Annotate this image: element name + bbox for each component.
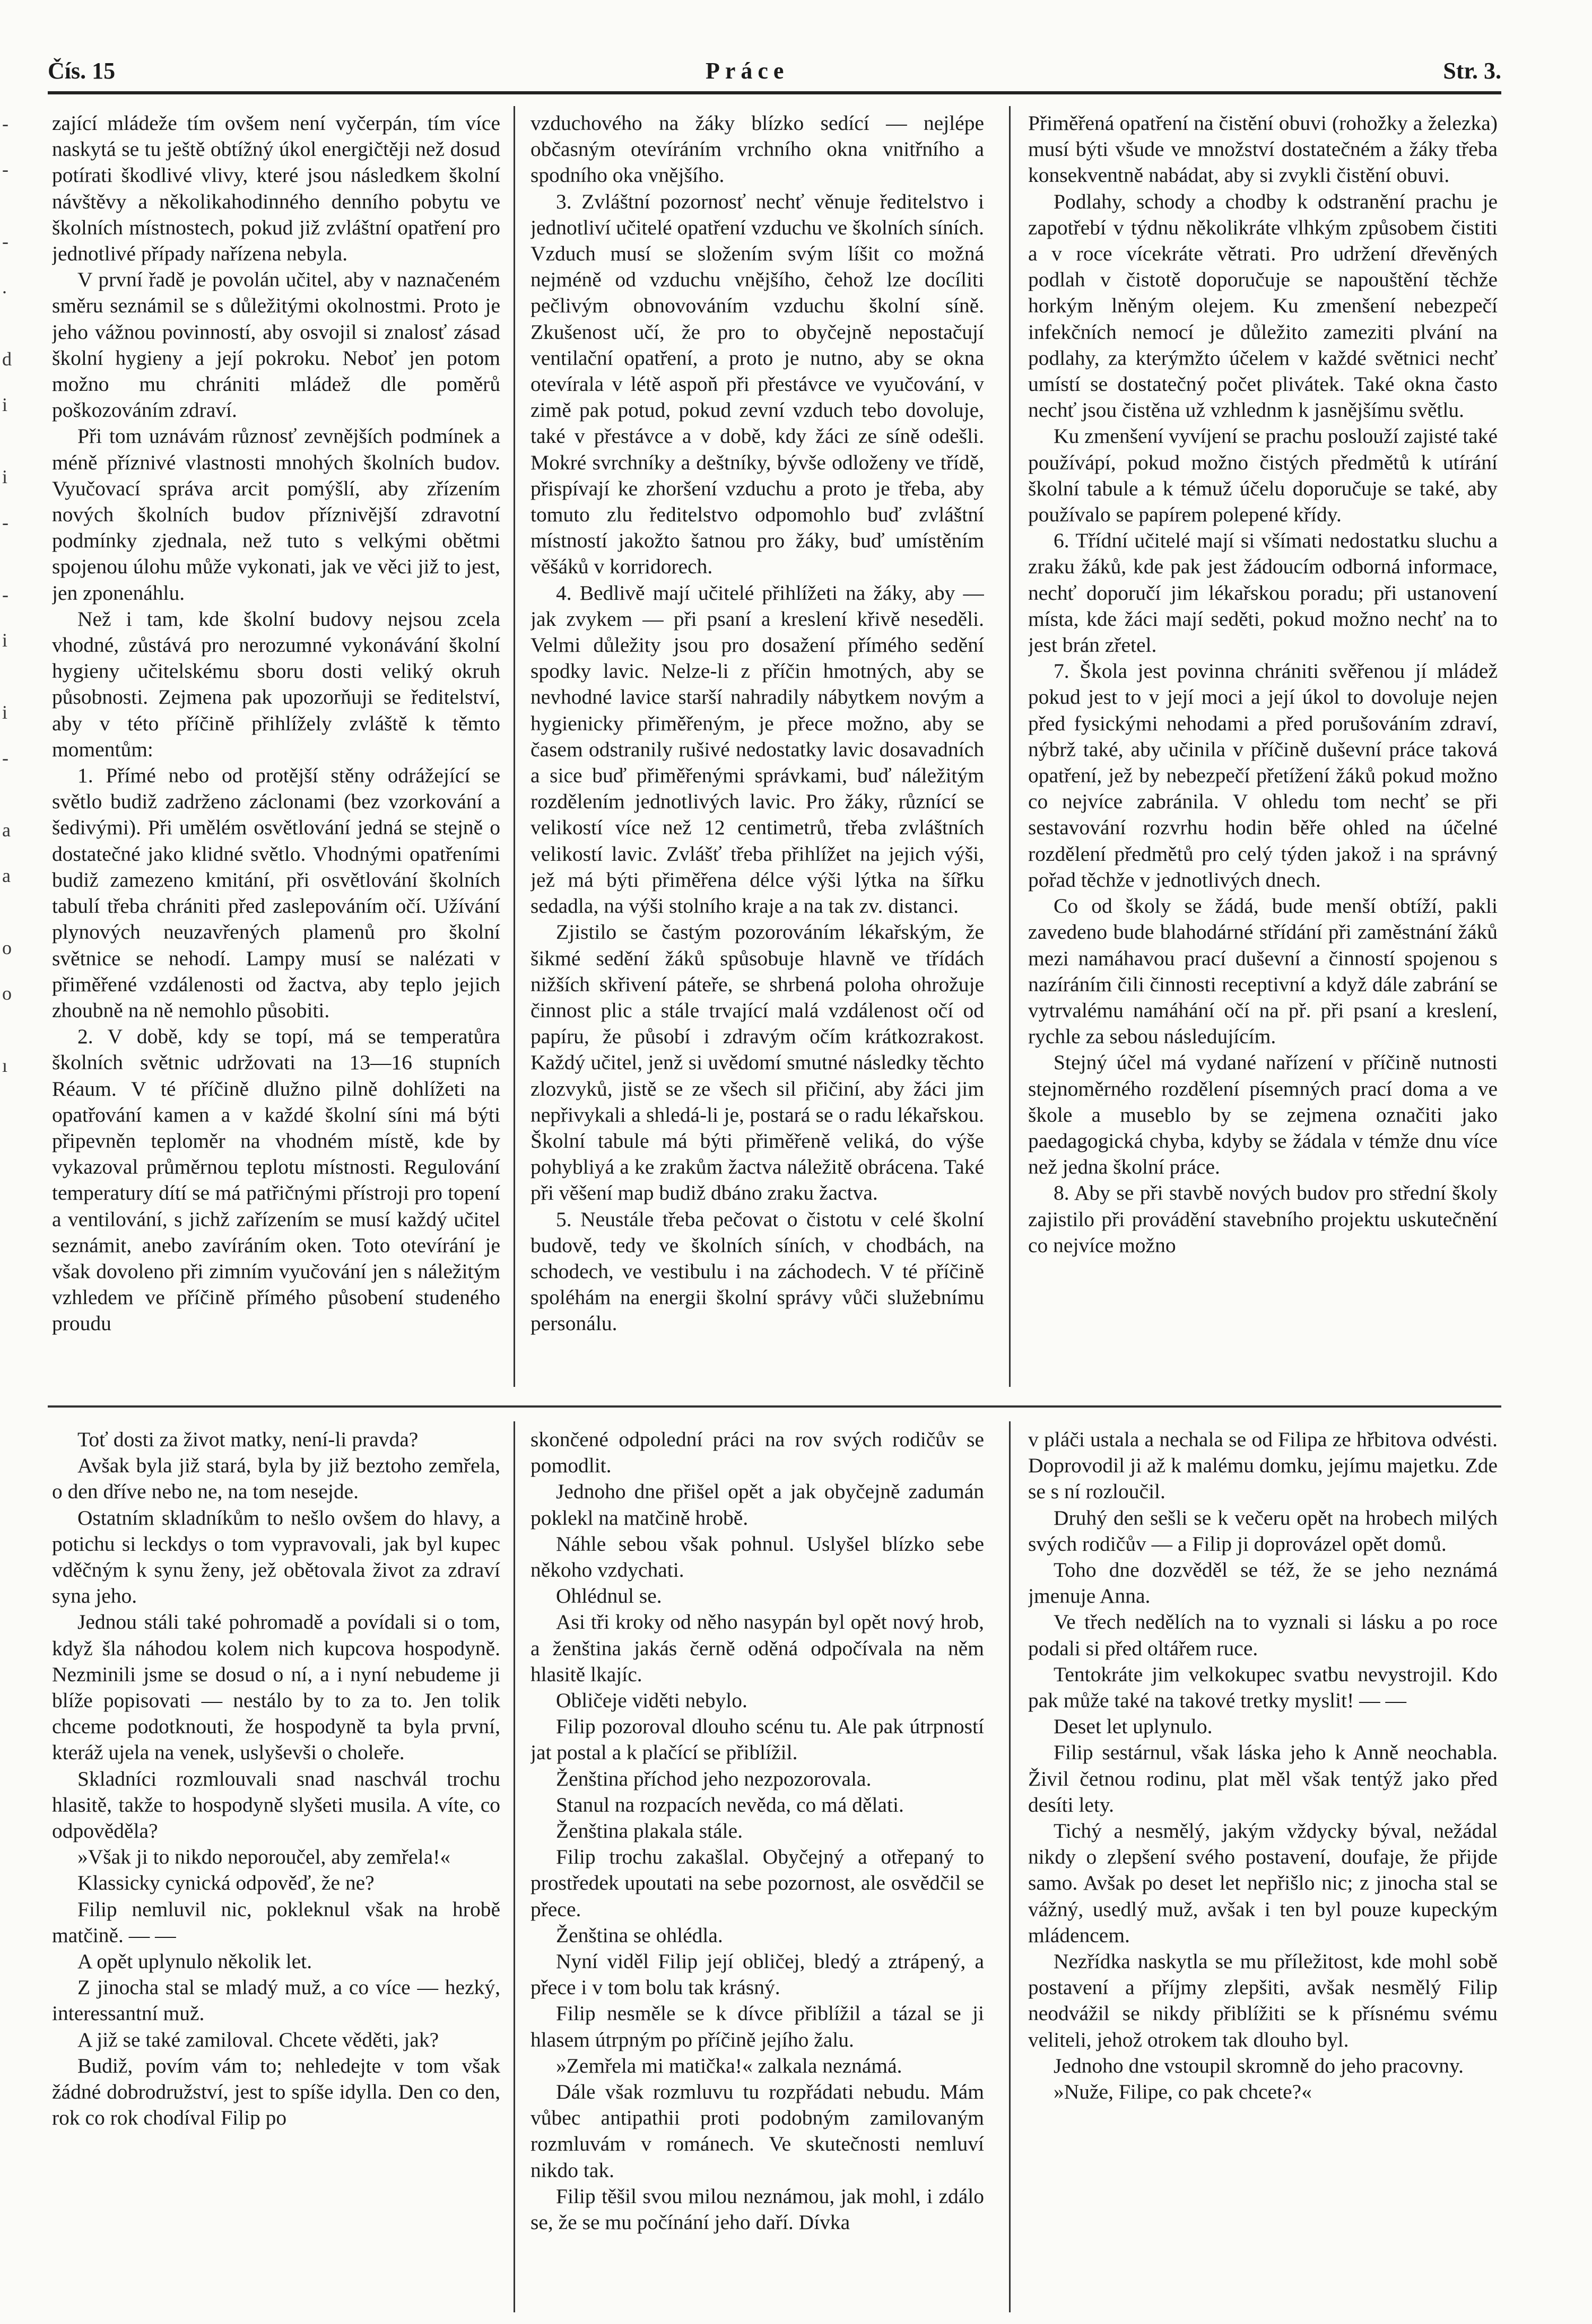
paragraph: Avšak byla již stará, byla by již beztoho zemřela, o den dříve nebo ne, na tom nesejde.: [52, 1454, 500, 1504]
paragraph: Jednoho dne přišel opět a jak obyčejně zadumán poklekl na matčině hrobě.: [530, 1480, 984, 1530]
paragraph: Přiměřená opatření na čistění obuvi (rohožky a železka) musí býti všude ve množství dostatečném a žáky třeba konsekventně nabádat, aby si zvykli čistění obuvi.: [1028, 111, 1498, 187]
paragraph: Než i tam, kde školní budovy nejsou zcela vhodné, zůstává pro nerozumné vykonávání školní hygieny učitelskému sboru dosti veliký okruh působnosti. Zejmena pak upozorňuji se ředitelství, aby v této příčině přihlížely zvláště k těmto momentům:: [52, 607, 500, 761]
paragraph: Nezřídka naskytla se mu příležitost, kde mohl sobě postavení a příjmy zlepšiti, avšak nesmělý Filip neodvážil se nikdy přiblížiti se k přísnému svému veliteli, jehož otrokem tak dlouho byl.: [1028, 1950, 1498, 2051]
paragraph: Ku zmenšení vyvíjení se prachu poslouží zajisté také používápí, pokud možno čistých předmětů k utírání školní tabule a k témuž účelu doporučuje se také, aby používalo se papírem polepené křídy.: [1028, 424, 1498, 527]
paragraph: Z jinocha stal se mladý muž, a co více — hezký, interessantní muž.: [52, 1976, 500, 2025]
paragraph: zající mládeže tím ovšem není vyčerpán, tím více naskytá se tu ještě obtížný úkol energičtěji než dosud potírati škodlivé vlivy, které jsou následkem školní návštěvy a několikahodinného denního pobytu ve školních místnostech, pokud již zvláštní opatření pro jednotlivé případy nařízena nebyla.: [52, 111, 500, 266]
margin-mark: i: [2, 466, 8, 487]
paragraph: Stanul na rozpacích nevěda, co má dělati.: [556, 1793, 904, 1816]
margin-mark: i: [2, 630, 8, 651]
paragraph: Toť dosti za život matky, není-li pravda?: [77, 1428, 419, 1451]
column-divider: [1009, 1421, 1011, 2312]
paragraph: Při tom uznávám různosť zevnějších podmínek a méně příznivé vlastnosti mnohých školních budov. Vyučovací správa arcit pomýšlí, aby zřízením nových školních budov příznivější zdravotní podmínky zjednala, než tuto s velkými obětmi spojenou úlohu může vykonati, jak ve věci již to jest, jen zponenáhlu.: [52, 424, 500, 605]
paragraph: V první řadě je povolán učitel, aby v naznačeném směru seznámil se s důležitými okolnostmi. Proto je jeho vážnou povinností, aby osvojil si znalosť zásad školní hygieny a její pokroku. Neboť jen potom možno mu chrániti mládež dle poměrů poškozováním zdraví.: [52, 268, 500, 422]
paragraph: 1. Přímé nebo od protější stěny odrážející se světlo budiž zadrženo záclonami (bez vzorkování a šedivými). Při umělém osvětlování jedná se stejně o dostatečné jako klidné světlo. Vhodnými opatřeními budiž zamezeno kmitání, při osvětlování školních tabulí třeba chrániti před zaslepováním očí. Užívání plynových neuzavřených plamenů pro školní světnice se nehodí. Lampy musí se nalézati v přiměřené vzdálenosti od žactva, aby teplo jejich zhoubně na ně nemohlo působiti.: [52, 764, 500, 1022]
margin-mark: ı: [2, 1055, 8, 1076]
paragraph: 6. Třídní učitelé mají si všímati nedostatku sluchu a zraku žáků, kde pak jest žádoucím odborná informace, nechť doporučí jim lékařskou poradu; při ustanovení místa, kde žáci mají seděti, pokud možno nechť na to jest brán zřetel.: [1028, 529, 1498, 657]
paragraph: Stejný účel má vydané nařízení v příčině nutnosti stejnoměrného rozdělení písemných prací doma a ve škole a museblo by se zejmena označiti jako paedagogická chyba, kdyby se žádala v témže dnu více než jedna školní práce.: [1028, 1051, 1498, 1179]
margin-mark: -: [2, 231, 8, 252]
paragraph: Deset let uplynulo.: [1054, 1715, 1213, 1738]
issue-number: Čís. 15: [48, 58, 116, 84]
paragraph: Podlahy, schody a chodby k odstranění prachu je zapotřebí v týdnu několikráte vlhkým způsobem čistiti a v roce vícekráte větrati. Pro udržení dřevěných podlah v čistotě doporučuje se napouštění těchže horkým lněným olejem. Ku zmenšení nebezpečí infekčních nemocí je důležito zameziti plvání na podlahy, za kterýmžto účelem v každé světnici nechť umístí se dostatečný počet plivátek. Také okna často nechť jsou čistěna už vzhlednm k jasnějšímu světlu.: [1028, 189, 1498, 422]
paragraph: Skladníci rozmlouvali snad naschvál trochu hlasitě, takže to hospodyně slyšeti musila. A víte, co odpověděla?: [52, 1767, 500, 1843]
paragraph: Nyní viděl Filip její obličej, bledý a ztrápený, a přece i v tom bolu tak krásný.: [530, 1950, 984, 1999]
paragraph: A již se také zamiloval. Chcete věděti, jak?: [77, 2028, 439, 2051]
paragraph: Budiž, povím vám to; nehledejte v tom však žádné dobrodružství, jest to spíše idylla. Den co den, rok co rok chodíval Filip po: [52, 2054, 500, 2130]
margin-mark: d: [2, 348, 12, 370]
margin-mark: -: [2, 747, 8, 768]
paragraph: Tentokráte jim velkokupec svatbu nevystrojil. Kdo pak může také na takové tretky myslit! — —: [1028, 1662, 1498, 1713]
paragraph: Ženština příchod jeho nezpozorovala.: [556, 1767, 872, 1790]
left-margin-marks: [2, 111, 14, 1099]
margin-mark: -: [2, 584, 8, 605]
page-header: [48, 57, 1501, 94]
article-column-2: [530, 110, 984, 1388]
section-divider: [48, 1405, 1501, 1408]
margin-mark: a: [2, 819, 11, 841]
margin-mark: -: [2, 512, 8, 533]
story-column-1: [52, 1427, 500, 2312]
margin-mark: i: [2, 702, 8, 723]
article-column-1: [52, 110, 500, 1388]
paragraph: Asi tři kroky od něho nasypán byl opět nový hrob, a ženština jakás černě oděná odpočívala na něm hlasitě lkajíc.: [530, 1610, 984, 1686]
paragraph: 5. Neustále třeba pečovat o čistotu v celé školní budově, tedy ve školních síních, v chodbách, na schodech, ve vestibulu i na záchodech. V té příčině spoléhám na energii školní správy vůči služebnímu personálu.: [530, 1207, 984, 1335]
paragraph: vzduchového na žáky blízko sedící — nejlépe občasným otevíráním vrchního okna vnitřního a spodního oka vnějšího.: [530, 111, 984, 187]
paragraph: 2. V době, kdy se topí, má se temperatůra školních světnic udržovati na 13—16 stupních Réaum. V té příčině dlužno pilně dohlížeti na opatřování kamen a v každé školní síni má býti připevněn teploměr na vhodném místě, kde by vykazoval průměrnou teplotu místnosti. Regulování temperatury dítí se má patřičnými přístroji pro topení a ventilování, s jichž zařízením se musí každý učitel seznámit, anebo zavíráním oken. Toto otevírání je však dovoleno při zimním vyučování jen s náležitým vzhledem ve příčině přímého působení studeného proudu: [52, 1025, 500, 1335]
paragraph: 4. Bedlivě mají učitelé přihlížeti na žáky, aby — jak zvykem — při psaní a kreslení křivě neseděli. Velmi důležity jsou pro dosažení přímého sedění spodky lavic. Nelze-li z příčin hmotných, aby se nevhodné lavice starší nahradily nábytkem novým a hygienicky přiměřeným, je přece možno, aby se časem odstranily rušivé nedostatky lavic dosavadních a sice buď přiměřenými správkami, buď náležitým rozdělením jednotlivých lavic. Pro žáky, různící se velikostí více než 12 centimetrů, třeba zvláštních velikostí lavic. Zvlášť třeba přihlížet na jejich výši, jež má býti přiměřena délce výši lýtka na šířku sedadla, na výši stolního kraje a na tak zv. distanci.: [530, 581, 984, 918]
paragraph: Filip těšil svou milou neznámou, jak mohl, i zdálo se, že se mu počínání jeho daří. Dívka: [530, 2184, 984, 2234]
paragraph: Ve třech nedělích na to vyznali si lásku a po roce podali si před oltářem ruce.: [1028, 1610, 1498, 1660]
paragraph: Filip nemluvil nic, pokleknul však na hrobě matčině. — —: [52, 1897, 500, 1947]
paragraph: Ostatním skladníkům to nešlo ovšem do hlavy, a potichu si leckdys o tom vypravovali, jak byl kupec vděčným k synu ženy, jež obětovala život za zdraví syna jeho.: [52, 1506, 500, 1608]
column-divider: [1009, 106, 1011, 1387]
paragraph: Náhle sebou však pohnul. Uslyšel blízko sebe někoho vzdychati.: [530, 1532, 984, 1582]
masthead-title: Práce: [706, 58, 789, 84]
margin-mark: o: [2, 983, 12, 1004]
column-divider: [514, 1421, 515, 2312]
margin-mark: -: [2, 113, 8, 134]
column-divider: [514, 106, 515, 1387]
paragraph: Jednou stáli také pohromadě a povídali si o tom, když šla náhodou kolem nich kupcova hospodyně. Nezminili jsme se dosud o ní, a i nyní nebudeme ji blíže popisovati — nestálo by to za to. Jen tolik chceme podotknouti, že hospodyně ta byla první, kteráž ujela na venek, uslyševši o choleře.: [52, 1610, 500, 1764]
paragraph: Ohlédnul se.: [556, 1584, 662, 1608]
page-number: Str. 3.: [1443, 58, 1501, 84]
paragraph: Zjistilo se častým pozorováním lékařským, že šikmé sedění žáků spůsobuje hlavně ve třídách nižších skřivení páteře, se shrbená poloha ohrožuje činnost plic a stále trvající malá vzdálenost očí od papíru, že působí i zdravým očím krátkozrakost. Každý učitel, jenž si uvědomí smutné následky těchto zlozvyků, jistě se ze všech sil přičiní, aby žáci jim nepřivykali a shledá-li je, postará se o radu lékařskou. Školní tabule má býti přiměřeně veliká, do výše pohybliyá a ke zrakům žactva náležitě obrácena. Také při věšení map budiž dbáno zraku žactva.: [530, 920, 984, 1205]
margin-mark: a: [2, 865, 11, 886]
paragraph: 3. Zvláštní pozornosť nechť věnuje ředitelstvo i jednotliví učitelé opatření vzduchu ve školních síních. Vzduch musí se složením svým líšit co možná nejméně od vzduchu vnějšího, čehož lze docíliti pečlivým obnovováním vzduchu školní síně. Zkušenost učí, že pro to obyčejně nepostačují ventilační opatření, a proto je nutno, aby se okna otevírala v létě aspoň při přestávce ve vyučování, v zimě pak potud, pokud zevní vzduch tebo dovoluje, také v přestávce a v době, kdy žáci ze síně odešli. Mokré svrchníky a deštníky, bývše odloženy ve třídě, přispívají ke zhoršení vzduchu a proto je třeba, aby tomuto zlu ředitelstvo odpomohlo buď zvláštní místností jakožto šatnou pro žáky, buď umístěním věšáků v korridorech.: [530, 189, 984, 579]
story-column-2: [530, 1427, 984, 2312]
paragraph: Ženština se ohlédla.: [556, 1923, 723, 1947]
margin-mark: i: [2, 394, 8, 415]
article-column-3: [1028, 110, 1498, 1388]
paragraph: »Však ji to nikdo neporoučel, aby zemřela!«: [77, 1845, 451, 1869]
paragraph: Dále však rozmluvu tu rozpřádati nebudu. Mám vůbec antipathii proti podobným zamilovaným rozmluvám v románech. Ve skutečnosti nemluví nikdo tak.: [530, 2080, 984, 2182]
paragraph: Filip sestárnul, však láska jeho k Anně neochabla. Živil četnou rodinu, plat měl však tentýž jako před desíti lety.: [1028, 1741, 1498, 1816]
header-rule: [48, 91, 1501, 94]
paragraph: Tichý a nesmělý, jakým vždycky býval, nežádal nikdy o zlepšení svého postavení, doufaje, že přijde samo. Avšak po deset let nepřišlo nic; z jinocha stal se vážný, usedlý muž, avšak i ten byl pouze kupeckým mládencem.: [1028, 1819, 1498, 1947]
paragraph: v pláči ustala a nechala se od Filipa ze hřbitova odvésti. Doprovodil ji až k malému domku, jejímu majetku. Zde se s ní rozloučil.: [1028, 1428, 1498, 1504]
paragraph: Druhý den sešli se k večeru opět na hrobech milých svých rodičův — a Filip ji doprovázel opět domů.: [1028, 1506, 1498, 1556]
paragraph: 8. Aby se při stavbě nových budov pro střední školy zajistilo při provádění stavebního projektu uskutečnění co nejvíce možno: [1028, 1181, 1498, 1257]
paragraph: Filip nesměle se k dívce přiblížil a tázal se ji hlasem útrpným po příčině jejího žalu.: [530, 2002, 984, 2051]
story-column-3: [1028, 1427, 1498, 2312]
paragraph: »Nuže, Filipe, co pak chcete?«: [1054, 2080, 1312, 2104]
paragraph: Co od školy se žádá, bude menší obtíží, pakli zavedeno bude blahodárné střídání při zaměstnání žáků mezi namáhavou prací duševní a činností spojenou s nazíráním čili činnosti receptivní a když dále zabrání se vytrvalému namáhání očí na př. při psaní a kreslení, rychle za sebou následujícím.: [1028, 894, 1498, 1049]
paragraph: Jednoho dne vstoupil skromně do jeho pracovny.: [1054, 2054, 1464, 2077]
paragraph: Toho dne dozvěděl se též, že se jeho neznámá jmenuje Anna.: [1028, 1558, 1498, 1608]
paragraph: Obličeje viděti nebylo.: [556, 1689, 747, 1713]
paragraph: Filip pozoroval dlouho scénu tu. Ale pak útrpností jat postal a k plačící se přiblížil.: [530, 1715, 984, 1764]
paragraph: 7. Škola jest povinna chrániti svěřenou jí mládež pokud jest to v její moci a její úkol to dovoluje nejen před fysickými nehodami a před porušováním zdraví, nýbrž také, aby učinila v příčině duševní práce taková opatření, jež by nebezpečí přetížení žáků pokud možno co nejvíce zabránila. V ohledu tom nechť se při sestavování rozvrhu hodin běře ohled na účelné rozdělení předmětů pro celý týden jakož i na správný pořad těchže v jednotlivých dnech.: [1028, 659, 1498, 892]
paragraph: Klassicky cynická odpověď, že ne?: [77, 1871, 375, 1895]
margin-mark: o: [2, 937, 12, 958]
paragraph: Ženština plakala stále.: [556, 1819, 743, 1843]
margin-mark: -: [2, 159, 8, 180]
paragraph: A opět uplynulo několik let.: [77, 1950, 312, 1973]
paragraph: Filip trochu zakašlal. Obyčejný a otřepaný to prostředek upoutati na sebe pozornost, ale osvědčil se přece.: [530, 1845, 984, 1921]
paragraph: »Zemřela mi matička!« zalkala neznámá.: [556, 2054, 902, 2077]
paragraph: skončené odpolední práci na rov svých rodičův se pomodlit.: [530, 1428, 984, 1478]
margin-mark: .: [2, 276, 7, 298]
